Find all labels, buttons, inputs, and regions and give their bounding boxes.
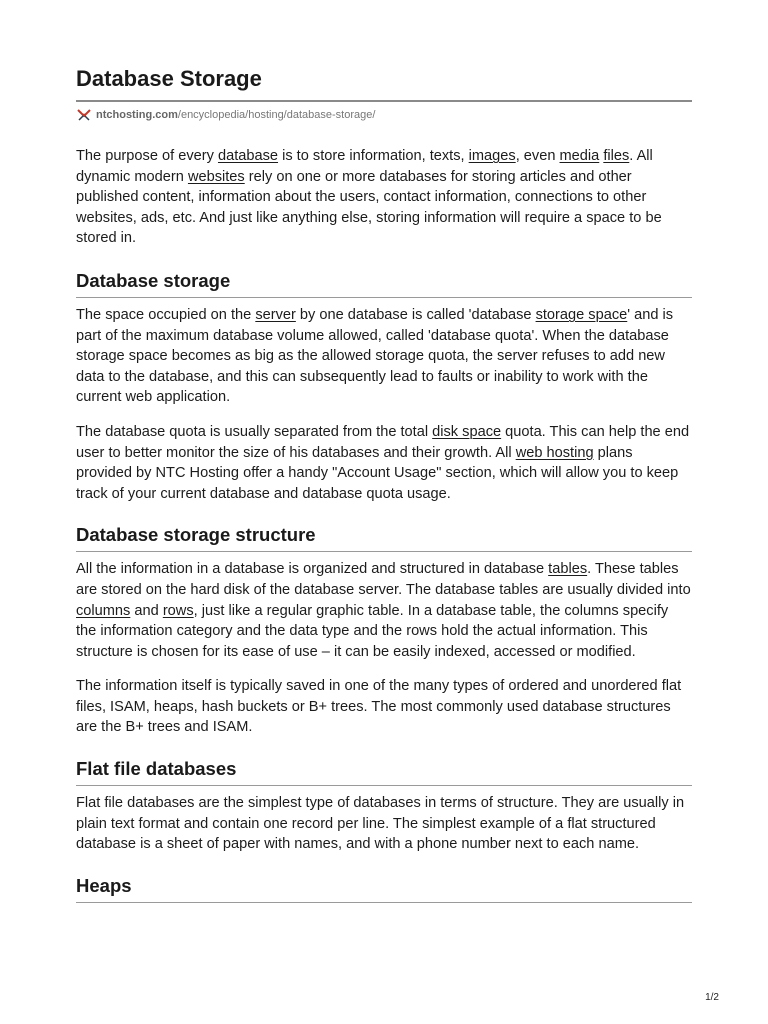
source-domain[interactable]: ntchosting.com	[96, 109, 178, 121]
section-paragraph: Flat file databases are the simplest type of databases in terms of structure. They are usually in plain text format and contain one record per line. The simplest example of a flat structured database is a sheet of paper with names, and with a phone number next to each name.	[76, 795, 685, 853]
link-tables[interactable]: tables	[548, 561, 588, 578]
document-page	[76, 64, 692, 903]
intro-paragraph: The purpose of every database is to store information, texts, images, even media files. All dynamic modern websites rely on one or more databases for storing articles and other published content, information about the users, contact information, connections to other websites, ads, etc. And just like anything else, storing information will require a space to be stored in.	[76, 148, 662, 247]
link-columns[interactable]: columns	[76, 602, 131, 619]
section-paragraph: The database quota is usually separated from the total disk space quota. This can help the end user to better monitor the size of his databases and their growth. All web hosting plans provided by NTC Hosting offer a handy "Account Usage" section, which will allow you to keep track of your current database and database quota usage.	[76, 423, 690, 502]
source-url[interactable]	[76, 107, 692, 123]
link-web-hosting[interactable]: web hosting	[515, 444, 594, 461]
link-files[interactable]: files	[603, 148, 630, 164]
link-database[interactable]: database	[217, 148, 279, 164]
ntc-logo-icon	[76, 108, 92, 122]
section-heading-flat-file-databases: Flat file databases	[76, 757, 692, 786]
section-heading-database-storage-structure: Database storage structure	[76, 523, 692, 552]
page-number: 1/2	[705, 992, 719, 1003]
page-title: Database Storage	[76, 64, 692, 102]
section-paragraph: The information itself is typically saved in one of the many types of ordered and unordered flat files, ISAM, heaps, hash buckets or B+ trees. The most commonly used database structures are the B+ trees and ISAM.	[76, 678, 682, 736]
link-images[interactable]: images	[468, 148, 516, 164]
link-server[interactable]: server	[255, 306, 296, 323]
link-storage-space[interactable]: storage space	[535, 306, 628, 323]
link-websites[interactable]: websites	[187, 168, 245, 185]
section-paragraph: All the information in a database is organized and structured in database tables. These tables are stored on the hard disk of the database server. The database tables are usually divided into columns and rows, just like a regular graphic table. In a database table, the columns specify the information category and the data type and the rows hold the actual information. This structure is chosen for its ease of use – it can be easily indexed, accessed or modified.	[76, 561, 691, 660]
section-paragraph: The space occupied on the server by one database is called 'database storage space' and is part of the maximum database volume allowed, called 'database quota'. When the database storage space becomes as big as the allowed storage quota, the server refuses to add new data to the database, and this can subsequently lead to faults or inability to work with the current web application.	[76, 306, 674, 406]
link-rows[interactable]: rows	[162, 602, 194, 619]
section-heading-heaps: Heaps	[76, 874, 692, 903]
section-heading-database-storage: Database storage	[76, 269, 692, 298]
source-path[interactable]: /encyclopedia/hosting/database-storage/	[177, 109, 376, 121]
link-disk-space[interactable]: disk space	[432, 423, 502, 440]
link-media[interactable]: media	[559, 148, 600, 164]
